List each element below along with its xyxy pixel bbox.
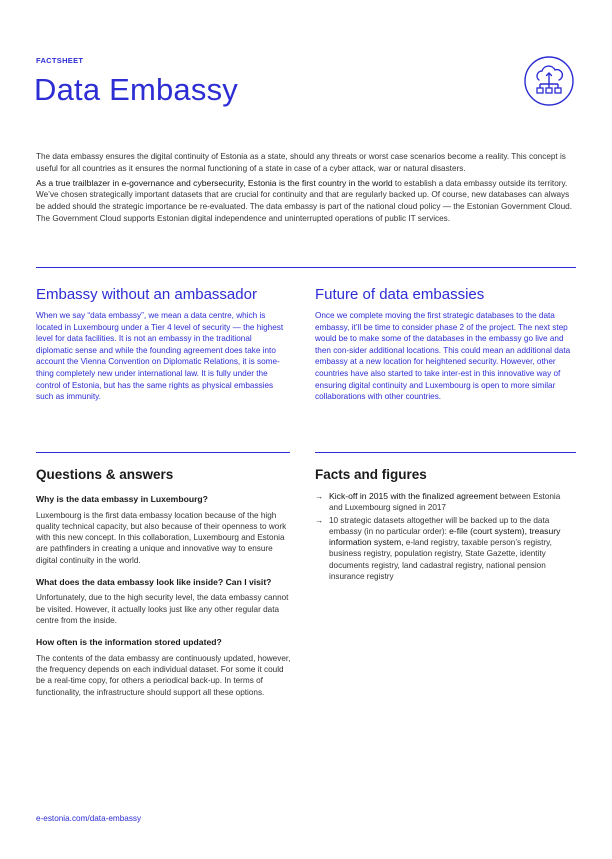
fact-text: between Estonia and Luxembourg signed in 2017 xyxy=(329,492,561,513)
future-text: Once we complete moving the first strategic databases to the data embassy, it’ll be time to consider phase 2 of the project. The next step would be to make some of the databases in the embassy go live and then con-sider additional locations. This could mean an additional data embassy at a new location for heightened security. However, other countries have also started to take inter-est in this innovative way of ensuring digital continuity and Luxembourg is open to more similar collaborations with other countries. xyxy=(315,311,571,402)
arrow-right-icon: → xyxy=(315,515,324,525)
intro-paragraph-1: The data embassy ensures the digital continuity of Estonia as a state, should any threats or worst case scenarios become a reality. This concept is useful for all countries as it ensures the normal functioning of a state in case of a cyber attack, war or natural disasters. xyxy=(36,152,566,173)
page-title: Data Embassy xyxy=(34,72,238,107)
intro-highlight: As a true trailblazer in e-governance and cybersecurity, Estonia is the first country in the world xyxy=(36,177,393,188)
fact-highlight: e-file (court system), treasury information system, xyxy=(329,525,561,548)
qa-question-1: Why is the data embassy in Luxembourg? xyxy=(36,494,208,504)
intro-paragraph-2-rest: to establish a data embassy outside its territory. We’ve chosen strategically important datasets that are crucial for continuity and that are regularly backed up. Of course, new databases can always be added should the strategic importance be re-evaluated. The data embassy is part of the national cloud policy — the Estonian Government Cloud. The Government Cloud supports Estonian digital independence and uninterrupted operations of public IT services. xyxy=(36,178,572,223)
qa-answer-2: Unfortunately, due to the high security level, the data embassy cannot be visited. However, it actually looks just like any other regular data centre from the inside. xyxy=(36,593,289,626)
qa-question-2: What does the data embassy look like inside? Can I visit? xyxy=(36,576,272,587)
intro-paragraph-2 xyxy=(36,178,576,225)
qa-answer-3: The contents of the data embassy are continuously updated, however, the frequency depends on each individual dataset. For some it could be a real-time copy, for others a periodical back-up. In terms of functionality, the infrastructure should support all these options. xyxy=(36,653,291,697)
divider-left xyxy=(36,452,290,453)
facts-heading: Facts and figures xyxy=(315,467,427,482)
qa-heading: Questions & answers xyxy=(36,467,174,482)
embassy-text: When we say “data embassy”, we mean a data centre, which is located in Luxembourg under a Tier 4 level of security — the highest level for data facilities. It is not an embassy in the traditional diplomatic sense and while the founding agreement does take into account the Vienna Convention on Diplomatic Relations, it is some-thing completely new under international law. It is fully under the control of Estonia, but has the same rights as physical embassies such as immunity. xyxy=(36,311,284,402)
factsheet-label: FACTSHEET xyxy=(36,56,84,65)
divider-right xyxy=(315,452,576,453)
fact-highlight: Kick-off in 2015 with the finalized agreement xyxy=(329,491,498,501)
qa-question-3: How often is the information stored updated? xyxy=(36,637,222,648)
qa-answer-1: Luxembourg is the first data embassy location because of the high quality technical capacity, but also because of their openness to work with this new concept. In this collaboration, Luxembourg and Estonia are pathfinders in creating a unique and innovative way to ensure digital continuity in the world. xyxy=(36,510,287,565)
arrow-right-icon: → xyxy=(315,492,324,501)
footer-link[interactable]: e-estonia.com/data-embassy xyxy=(36,814,142,823)
fact-text: 10 strategic datasets altogether will be backed up to the data embassy (in no particular order): xyxy=(329,515,550,536)
fact-item xyxy=(315,515,573,583)
future-heading: Future of data embassies xyxy=(315,286,485,303)
fact-item xyxy=(315,491,573,514)
divider-top xyxy=(36,267,576,268)
fact-text-continued: e-land registry, taxable person’s registry, business registry, population registry, State Gazette, identity documents registry, land cadastral registry, national pension insurance registry xyxy=(329,538,552,582)
facts-list xyxy=(315,491,573,583)
qa-list xyxy=(36,494,294,709)
intro-text xyxy=(36,151,576,228)
embassy-heading: Embassy without an ambassador xyxy=(36,286,257,303)
cloud-network-icon xyxy=(524,56,574,106)
